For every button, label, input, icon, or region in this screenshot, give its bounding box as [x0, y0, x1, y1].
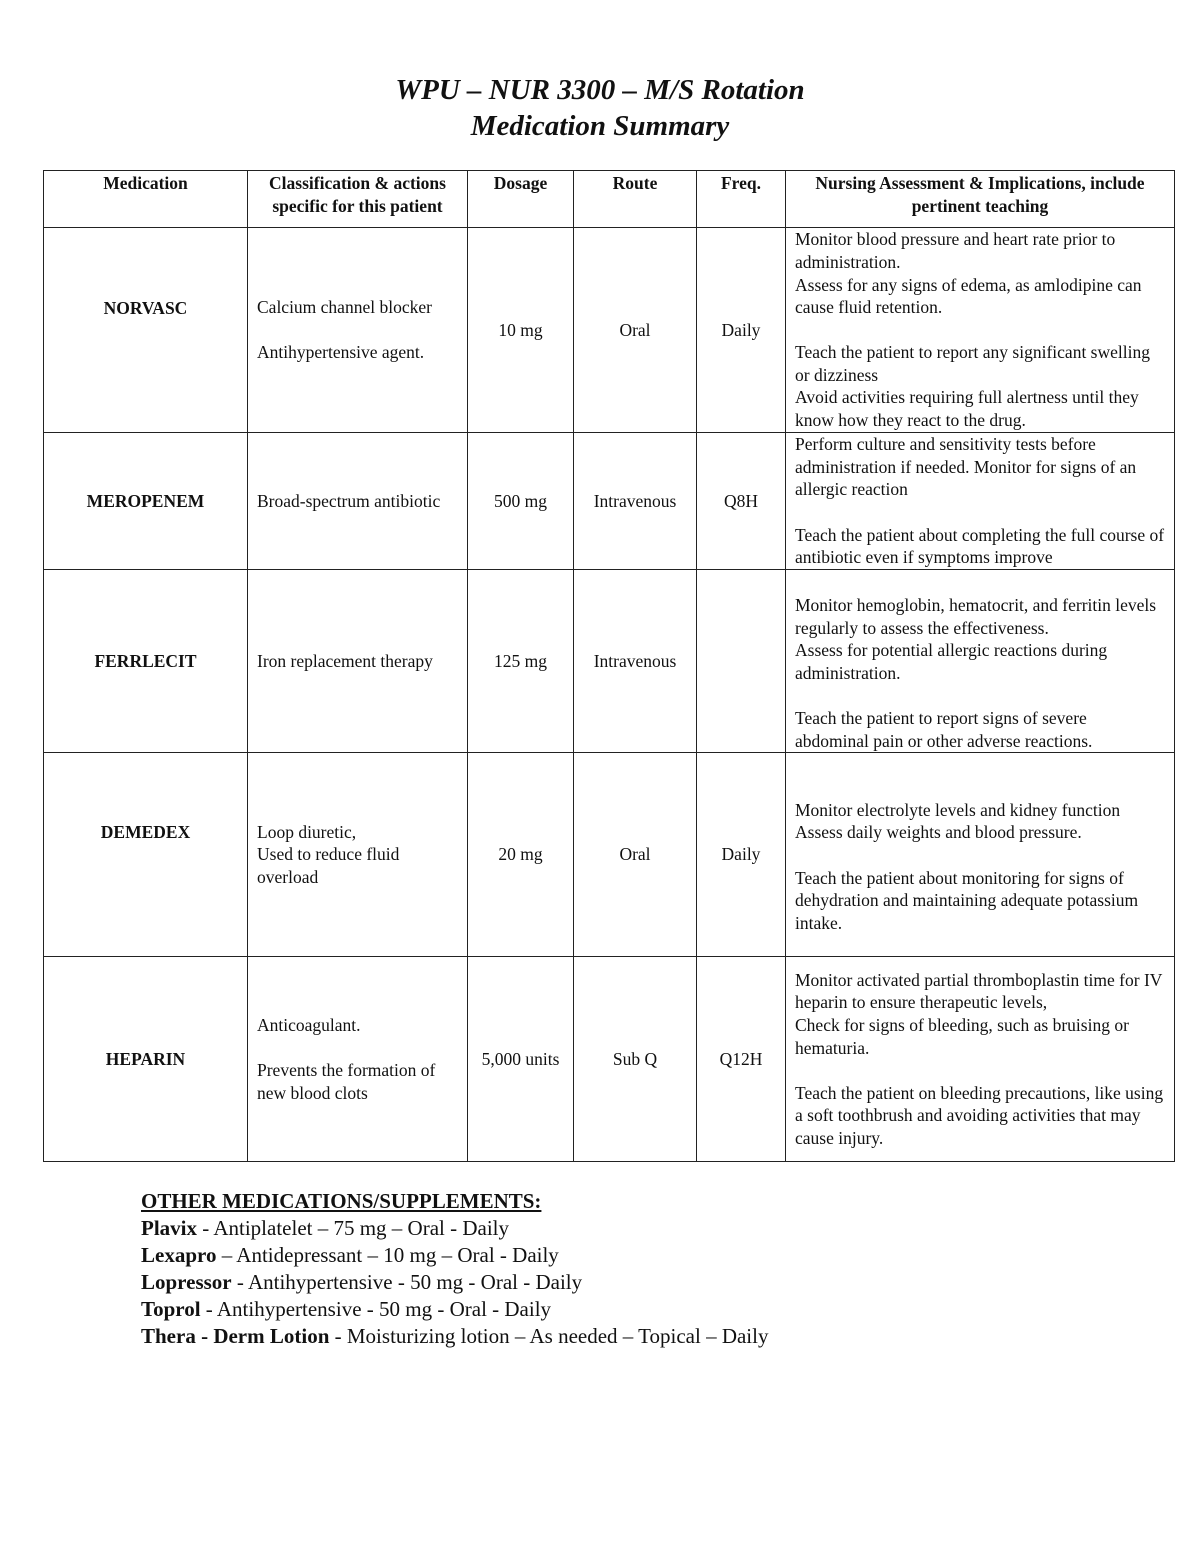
table-row — [44, 570, 1175, 753]
notes-line: Teach the patient to report any significant swelling or dizziness — [795, 342, 1150, 385]
supplement-name: Thera - Derm Lotion — [141, 1324, 330, 1348]
other-medications-section — [141, 1188, 768, 1350]
route-cell: Oral — [574, 753, 697, 957]
supplement-detail: - Moisturizing lotion – As needed – Topical – Daily — [329, 1324, 769, 1348]
header-dosage: Dosage — [468, 171, 574, 228]
dosage-cell: 20 mg — [468, 753, 574, 957]
table-row — [44, 957, 1175, 1162]
other-medications-heading: OTHER MEDICATIONS/SUPPLEMENTS: — [141, 1189, 542, 1213]
classification-line: Calcium channel blocker — [257, 297, 432, 318]
notes-line: Avoid activities requiring full alertness until they know how they react to the drug. — [795, 387, 1139, 431]
list-item — [141, 1269, 768, 1296]
medication-name: HEPARIN — [44, 957, 248, 1162]
supplement-name: Plavix — [141, 1216, 197, 1240]
supplement-detail: – Antidepressant – 10 mg – Oral - Daily — [216, 1243, 559, 1267]
notes-line: Assess for potential allergic reactions during administration. — [795, 640, 1108, 683]
nursing-notes-cell — [786, 753, 1175, 957]
route-cell: Intravenous — [574, 570, 697, 753]
medication-name: NORVASC — [44, 228, 248, 433]
list-item — [141, 1215, 768, 1242]
notes-line: Teach the patient about monitoring for signs of dehydration and maintaining adequate potassium intake. — [795, 867, 1139, 933]
supplement-name: Lopressor — [141, 1270, 232, 1294]
notes-line: Teach the patient to report signs of severe abdominal pain or other adverse reactions. — [795, 707, 1093, 751]
list-item — [141, 1296, 768, 1323]
table-row — [44, 753, 1175, 957]
route-cell: Sub Q — [574, 957, 697, 1162]
list-item — [141, 1242, 768, 1269]
classification-cell — [248, 433, 468, 570]
document-title: WPU – NUR 3300 – M/S Rotation — [395, 74, 805, 106]
dosage-cell: 10 mg — [468, 228, 574, 433]
route-cell: Oral — [574, 228, 697, 433]
freq-cell: Daily — [697, 228, 786, 433]
route-cell: Intravenous — [574, 433, 697, 570]
classification-line: Antihypertensive agent. — [257, 342, 425, 363]
classification-cell — [248, 957, 468, 1162]
classification-line: Broad-spectrum antibiotic — [257, 490, 441, 511]
nursing-notes-cell — [786, 433, 1175, 570]
document-header — [0, 72, 1200, 144]
notes-line: Assess daily weights and blood pressure. — [795, 822, 1082, 843]
classification-cell — [248, 753, 468, 957]
notes-line: Monitor hemoglobin, hematocrit, and ferritin levels regularly to assess the effectiveness. — [795, 595, 1157, 638]
header-classification: Classification & actions specific for this patient — [248, 171, 468, 228]
nursing-notes-cell — [786, 957, 1175, 1162]
freq-cell: Q8H — [697, 433, 786, 570]
dosage-cell: 5,000 units — [468, 957, 574, 1162]
freq-cell: Daily — [697, 753, 786, 957]
table-row — [44, 228, 1175, 433]
nursing-notes-cell — [786, 570, 1175, 753]
classification-line: Used to reduce fluid overload — [257, 844, 400, 887]
freq-cell — [697, 570, 786, 753]
header-freq: Freq. — [697, 171, 786, 228]
table-row — [44, 433, 1175, 570]
list-item — [141, 1323, 768, 1350]
medication-table — [43, 170, 1175, 1162]
notes-line: Perform culture and sensitivity tests before administration if needed. Monitor for signs of an allergic reaction — [795, 434, 1137, 500]
notes-line: Assess for any signs of edema, as amlodipine can cause fluid retention. — [795, 274, 1142, 318]
document-subtitle: Medication Summary — [470, 110, 730, 142]
supplement-detail: - Antiplatelet – 75 mg – Oral - Daily — [197, 1216, 510, 1240]
nursing-notes-cell — [786, 228, 1175, 433]
freq-cell: Q12H — [697, 957, 786, 1162]
dosage-cell: 125 mg — [468, 570, 574, 753]
classification-line: Loop diuretic, — [257, 821, 357, 842]
classification-line: Iron replacement therapy — [257, 650, 433, 671]
medication-name: DEMEDEX — [44, 753, 248, 957]
supplement-detail: - Antihypertensive - 50 mg - Oral - Daily — [231, 1270, 583, 1294]
notes-line: Monitor activated partial thromboplastin time for IV heparin to ensure therapeutic levels, — [795, 969, 1163, 1013]
medication-name: FERRLECIT — [44, 570, 248, 753]
notes-line: Check for signs of bleeding, such as bruising or hematuria. — [795, 1014, 1129, 1058]
supplement-name: Toprol — [141, 1297, 201, 1321]
classification-cell — [248, 228, 468, 433]
classification-cell — [248, 570, 468, 753]
classification-line: Prevents the formation of new blood clots — [257, 1060, 436, 1103]
notes-line: Teach the patient about completing the full course of antibiotic even if symptoms improve — [795, 524, 1165, 568]
header-medication: Medication — [44, 171, 248, 228]
notes-line: Monitor electrolyte levels and kidney function — [795, 799, 1121, 820]
dosage-cell: 500 mg — [468, 433, 574, 570]
supplement-name: Lexapro — [141, 1243, 217, 1267]
medication-name: MEROPENEM — [44, 433, 248, 570]
classification-line: Anticoagulant. — [257, 1014, 361, 1035]
notes-line: Monitor blood pressure and heart rate prior to administration. — [795, 229, 1116, 272]
table-header-row — [44, 171, 1175, 228]
supplement-detail: - Antihypertensive - 50 mg - Oral - Daily — [200, 1297, 552, 1321]
notes-line: Teach the patient on bleeding precautions, like using a soft toothbrush and avoiding activities that may cause injury. — [795, 1082, 1164, 1148]
header-nursing: Nursing Assessment & Implications, include pertinent teaching — [786, 171, 1175, 228]
header-route: Route — [574, 171, 697, 228]
